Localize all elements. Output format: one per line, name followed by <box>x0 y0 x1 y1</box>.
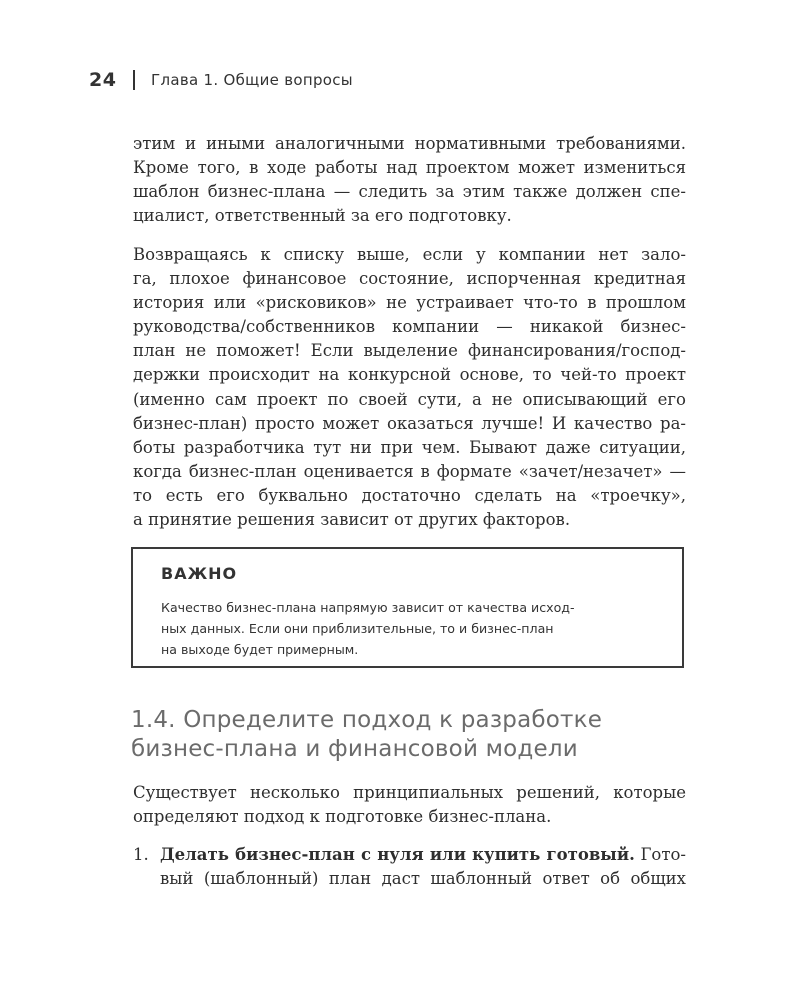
paragraph-line: Кроме того, в ходе работы над проектом может измениться <box>133 158 686 178</box>
paragraph-line: план не поможет! Если выделение финансирования/господ- <box>133 341 686 361</box>
paragraph-line: га, плохое финансовое состояние, испорченная кредитная <box>133 269 686 289</box>
paragraph-line: то есть его буквально достаточно сделать на «троечку», <box>133 485 686 505</box>
paragraph-3 <box>133 781 686 829</box>
page-number: 24 <box>89 69 117 91</box>
paragraph-line: циалист, ответственный за его подготовку. <box>133 206 512 226</box>
callout-line: ных данных. Если они приблизительные, то и бизнес-план <box>161 621 554 636</box>
running-header <box>89 68 353 92</box>
list-item-line-2: вый (шаблонный) план даст шаблонный ответ об общих <box>160 869 686 889</box>
paragraph-line: боты разработчика тут ни при чем. Бывают даже ситуации, <box>133 437 686 457</box>
callout-line: Качество бизнес-плана напрямую зависит от качества исход- <box>161 600 575 615</box>
section-heading-line-2: бизнес-плана и финансовой модели <box>131 736 578 762</box>
list-item-bold-lead: Делать бизнес-план с нуля или купить готовый. <box>160 845 635 864</box>
callout-line: на выходе будет примерным. <box>161 642 359 657</box>
list-item-body <box>160 843 686 891</box>
paragraph-line: а принятие решения зависит от других факторов. <box>133 510 571 530</box>
list-number: 1. <box>133 845 149 864</box>
paragraph-line: Существует несколько принципиальных решений, которые <box>133 783 686 802</box>
paragraph-line: когда бизнес-план оценивается в формате «зачет/незачет» — <box>133 461 686 481</box>
section-heading-line-1: 1.4. Определите подход к разработке <box>131 707 603 733</box>
paragraph-2 <box>133 243 686 532</box>
header-separator <box>133 70 135 90</box>
paragraph-line: бизнес-план) просто может оказаться лучше! И качество ра- <box>133 413 686 433</box>
list-item-line-1-rest: Гото- <box>634 845 686 864</box>
paragraph-line: Возвращаясь к списку выше, если у компании нет зало- <box>133 245 686 264</box>
callout-title: ВАЖНО <box>161 564 238 583</box>
important-callout-box <box>131 547 684 668</box>
paragraph-1 <box>133 132 686 228</box>
paragraph-line: держки происходит на конкурсной основе, то чей-то проект <box>133 365 686 385</box>
paragraph-line: шаблон бизнес-плана — следить за этим также должен спе- <box>133 182 686 202</box>
section-heading <box>131 706 711 764</box>
paragraph-line: руководства/собственников компании — никакой бизнес- <box>133 317 686 337</box>
paragraph-line: определяют подход к подготовке бизнес-плана. <box>133 807 552 827</box>
paragraph-line: история или «рисковиков» не устраивает что-то в прошлом <box>133 293 686 313</box>
list-item-line-1 <box>160 843 686 867</box>
callout-text <box>161 597 661 660</box>
paragraph-line: (именно сам проект по своей сути, а не описывающий его <box>133 389 686 409</box>
list-item <box>133 843 686 891</box>
paragraph-line: этим и иными аналогичными нормативными требованиями. <box>133 134 686 153</box>
chapter-title: Глава 1. Общие вопросы <box>151 71 353 89</box>
